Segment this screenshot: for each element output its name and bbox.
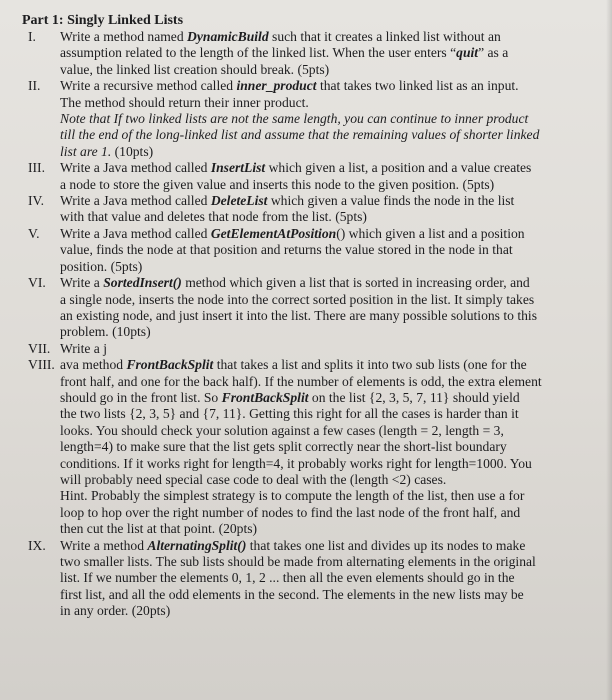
question-text bbox=[60, 226, 590, 275]
text-line bbox=[60, 374, 590, 390]
document-content bbox=[22, 12, 590, 620]
question-text bbox=[60, 193, 590, 226]
text-segment: Write a j bbox=[60, 340, 108, 356]
text-segment: Write a bbox=[60, 275, 104, 291]
text-segment: length=4) to make sure that the list gets split correctly near the short-list boundary bbox=[60, 439, 507, 455]
text-line bbox=[60, 193, 590, 209]
method-name: SortedInsert() bbox=[103, 275, 182, 291]
question-item bbox=[22, 78, 590, 160]
text-line bbox=[60, 78, 590, 94]
question-text bbox=[60, 538, 590, 620]
text-line bbox=[60, 505, 590, 521]
method-name: AlternatingSplit() bbox=[147, 537, 247, 553]
text-segment: two smaller lists. The sub lists should be made from alternating elements in the original bbox=[60, 554, 536, 569]
text-segment: The method should return their inner product. bbox=[60, 94, 309, 110]
text-segment: value, finds the node at that position and returns the value stored in the node in that bbox=[60, 242, 513, 258]
text-line bbox=[60, 242, 590, 258]
text-line bbox=[60, 292, 590, 308]
text-segment: assumption related to the length of the linked list. When the user enters “ bbox=[60, 45, 457, 61]
question-number: VII. bbox=[28, 340, 51, 356]
question-item bbox=[22, 357, 590, 537]
method-name: DeleteList bbox=[210, 193, 268, 209]
text-line bbox=[60, 488, 590, 504]
text-line bbox=[60, 95, 590, 111]
text-segment: should go in the front list. So bbox=[60, 389, 222, 405]
text-line bbox=[60, 341, 590, 357]
question-number: III. bbox=[28, 160, 45, 176]
question-number: VI. bbox=[28, 275, 46, 291]
text-segment: position. (5pts) bbox=[60, 258, 143, 274]
text-segment: then cut the list at that point. (20pts) bbox=[60, 521, 258, 537]
note-line bbox=[60, 127, 590, 143]
text-segment: loop to hop over the right number of nodes to find the last node of the front half, and bbox=[60, 504, 521, 520]
points-label: (10pts) bbox=[111, 143, 154, 159]
note-text: till the end of the long-linked list and assume that the remaining values of shorter linked bbox=[60, 127, 540, 143]
method-name: inner_product bbox=[236, 78, 317, 94]
text-segment: ava method bbox=[60, 357, 127, 373]
text-line bbox=[60, 603, 590, 619]
note-line bbox=[60, 111, 590, 127]
text-line bbox=[60, 209, 590, 225]
text-line bbox=[60, 570, 590, 586]
text-line bbox=[60, 226, 590, 242]
text-segment: the two lists {2, 3, 5} and {7, 11}. Getting this right for all the cases is harder than it bbox=[60, 406, 519, 422]
text-segment: method which given a list that is sorted in increasing order, and bbox=[181, 275, 530, 291]
question-text bbox=[60, 275, 590, 341]
text-segment: Write a Java method called bbox=[60, 193, 211, 209]
text-segment: which given a list, a position and a value creates bbox=[265, 160, 532, 176]
question-text bbox=[60, 78, 590, 160]
question-item bbox=[22, 538, 590, 620]
text-line bbox=[60, 423, 590, 439]
question-number: II. bbox=[28, 78, 41, 94]
question-number: I. bbox=[28, 29, 36, 44]
text-segment: front half, and one for the back half). If the number of elements is odd, the extra element bbox=[60, 373, 542, 389]
text-line bbox=[60, 29, 590, 45]
text-segment: first list, and all the odd elements in the second. The elements in the new lists may be bbox=[60, 586, 524, 602]
text-segment: () which given a list and a position bbox=[336, 225, 525, 241]
question-number: VIII. bbox=[28, 357, 55, 373]
text-segment: a single node, inserts the node into the correct sorted position in the list. It simply takes bbox=[60, 291, 535, 307]
question-text bbox=[60, 357, 590, 537]
text-segment: on the list {2, 3, 5, 7, 11} should yield bbox=[308, 389, 520, 405]
text-line bbox=[60, 45, 590, 61]
text-line bbox=[60, 456, 590, 472]
question-item bbox=[22, 226, 590, 275]
text-line bbox=[60, 521, 590, 537]
text-line bbox=[60, 357, 590, 373]
text-segment: that takes two linked list as an input. bbox=[316, 78, 519, 94]
page-edge-shadow bbox=[606, 0, 612, 700]
text-line bbox=[60, 259, 590, 275]
question-text bbox=[60, 341, 590, 357]
question-number: V. bbox=[28, 225, 40, 241]
question-item bbox=[22, 29, 590, 78]
text-segment: Write a recursive method called bbox=[60, 78, 237, 94]
text-line bbox=[60, 324, 590, 340]
text-segment: in any order. (20pts) bbox=[60, 603, 171, 619]
text-line bbox=[60, 439, 590, 455]
method-name: GetElementAtPosition bbox=[210, 225, 337, 241]
text-line bbox=[60, 587, 590, 603]
text-line bbox=[60, 308, 590, 324]
method-name: FrontBackSplit bbox=[221, 389, 309, 405]
question-item bbox=[22, 193, 590, 226]
text-line bbox=[60, 406, 590, 422]
text-segment: Write a Java method called bbox=[60, 225, 211, 241]
note-text: Note that If two linked lists are not the same length, you can continue to inner product bbox=[60, 111, 529, 127]
text-segment: Hint. Probably the simplest strategy is to compute the length of the list, then use a for bbox=[60, 488, 525, 504]
section-heading: Part 1: Singly Linked Lists bbox=[22, 13, 184, 28]
text-segment: that takes a list and splits it into two sub lists (one for the bbox=[213, 357, 527, 373]
text-segment: value, the linked list creation should break. (5pts) bbox=[60, 61, 330, 77]
note-line bbox=[60, 144, 590, 160]
question-item bbox=[22, 160, 590, 193]
method-name: DynamicBuild bbox=[187, 29, 269, 44]
question-text bbox=[60, 160, 590, 193]
method-name: InsertList bbox=[210, 160, 266, 176]
question-item bbox=[22, 341, 590, 357]
text-segment: a node to store the given value and inserts this node to the given position. (5pts) bbox=[60, 176, 495, 192]
text-line bbox=[60, 275, 590, 291]
text-line bbox=[60, 472, 590, 488]
text-segment: problem. (10pts) bbox=[60, 324, 151, 340]
question-text bbox=[60, 29, 590, 78]
text-segment: looks. You should check your solution against a few cases (length = 2, length = 3, bbox=[60, 422, 504, 438]
text-line bbox=[60, 390, 590, 406]
text-line bbox=[60, 538, 590, 554]
question-number: IV. bbox=[28, 193, 44, 209]
text-segment: ” as a bbox=[478, 45, 509, 61]
text-line bbox=[60, 62, 590, 78]
text-segment: list. If we number the elements 0, 1, 2 ... then all the even elements should go in the bbox=[60, 570, 515, 586]
text-segment: Write a method bbox=[60, 537, 148, 553]
text-segment: conditions. If it works right for length=4, it probably works right for length=1000. You bbox=[60, 455, 532, 471]
method-name: FrontBackSplit bbox=[126, 357, 214, 373]
text-line bbox=[60, 160, 590, 176]
text-segment: Write a Java method called bbox=[60, 160, 211, 176]
text-segment: Write a method named bbox=[60, 29, 188, 44]
method-name: quit bbox=[456, 45, 479, 61]
text-line bbox=[60, 177, 590, 193]
question-number: IX. bbox=[28, 537, 46, 553]
text-segment: that takes one list and divides up its nodes to make bbox=[246, 537, 526, 553]
question-list bbox=[22, 29, 590, 620]
text-segment: which given a value finds the node in the list bbox=[267, 193, 515, 209]
text-line bbox=[60, 554, 590, 570]
text-segment: an existing node, and just insert it into the list. There are many possible solutions to this bbox=[60, 307, 537, 323]
question-item bbox=[22, 275, 590, 341]
text-segment: will probably need special case code to deal with the (length <2) cases. bbox=[60, 471, 447, 487]
text-segment: such that it creates a linked list without an bbox=[268, 29, 501, 44]
note-text: list are 1. bbox=[60, 143, 112, 159]
text-segment: with that value and deletes that node from the list. (5pts) bbox=[60, 209, 367, 225]
